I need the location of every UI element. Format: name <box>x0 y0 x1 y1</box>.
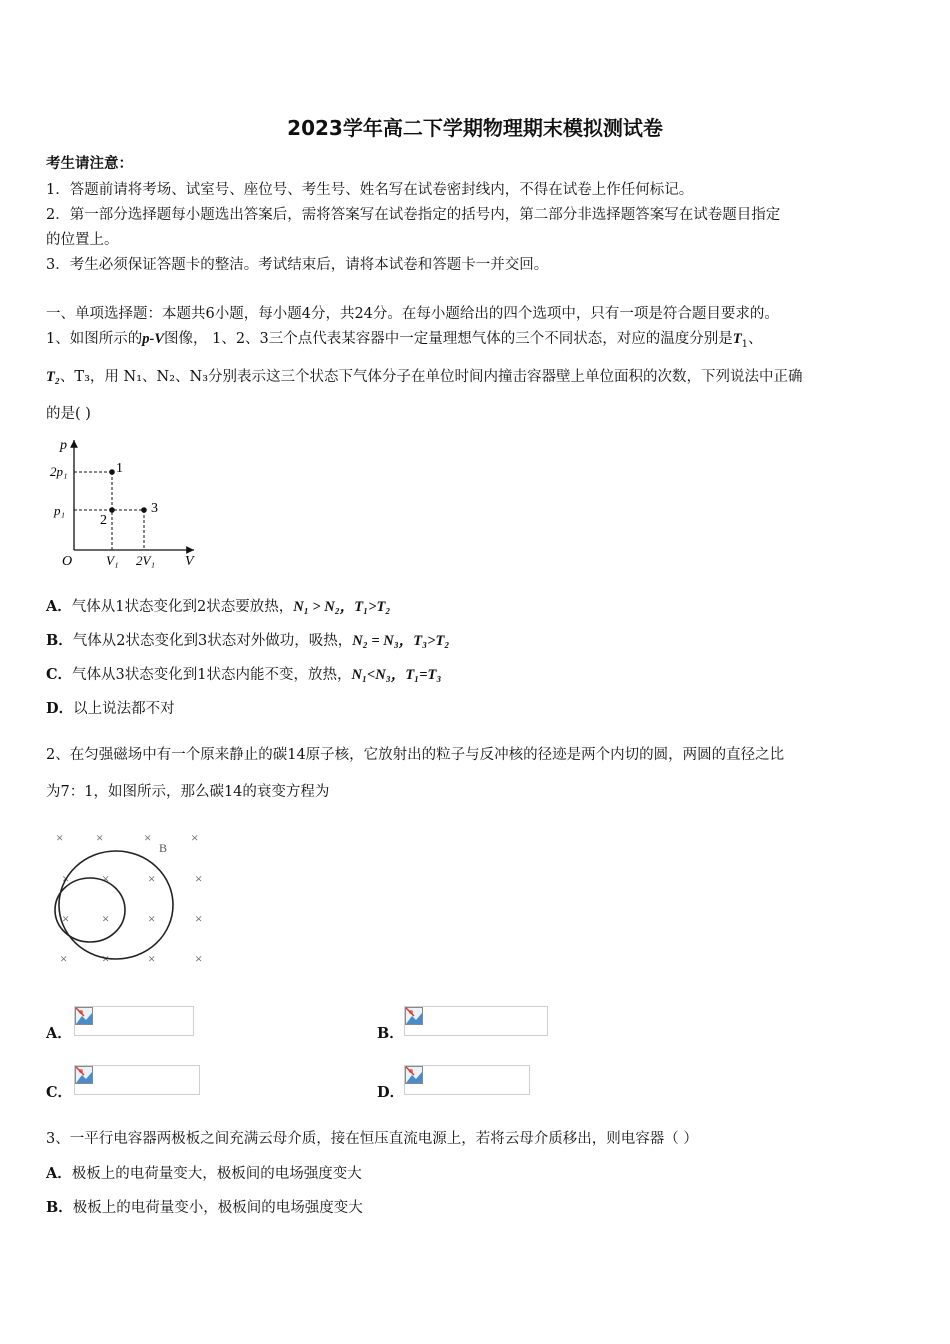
broken-image-icon <box>405 1066 423 1084</box>
option-text: 气体从3状态变化到1状态内能不变，放热， <box>72 667 352 683</box>
section-heading: 一、单项选择题：本题共6小题，每小题4分，共24分。在每小题给出的四个选项中，只有一项是符合题目要求的。 <box>46 306 779 322</box>
q2-option-b[interactable] <box>377 1022 404 1043</box>
option-label: A． <box>46 1165 72 1182</box>
y-tick-2p1: 2p₁ <box>50 464 68 479</box>
notice-item: 3．考生必须保证答题卡的整洁。考试结束后，请将本试卷和答题卡一并交回。 <box>46 257 549 273</box>
q1-option-c[interactable] <box>46 663 441 684</box>
page-title: 2023学年高二下学期物理期末模拟测试卷 <box>287 116 663 140</box>
q1-option-b[interactable] <box>46 629 449 650</box>
q1-stem-line1: 1、如图所示的p-V图像， 1、2、3三个点代表某容器中一定量理想气体的三个不同状态，对应的温度分别是$T_1$、 <box>46 331 763 350</box>
notice-item: 1．答题前请将考场、试室号、座位号、考生号、姓名写在试卷密封线内，不得在试卷上作任何标记。 <box>46 182 694 198</box>
q1-pv: p-V <box>142 331 164 347</box>
option-text: 气体从1状态变化到2状态要放热， <box>71 599 294 615</box>
point-label-2: 2 <box>100 513 107 528</box>
field-cross: × <box>102 911 110 926</box>
v-axis-label: V <box>185 554 194 569</box>
field-cross: × <box>60 951 68 966</box>
state-point-3 <box>141 507 147 513</box>
q1-option-a[interactable] <box>46 595 390 616</box>
pv-graph <box>44 432 204 572</box>
large-track-circle <box>59 851 173 959</box>
q1-t1: T <box>732 331 742 347</box>
option-label: C． <box>46 666 73 683</box>
point-label-1: 1 <box>116 461 123 476</box>
q1-stem-line2 <box>46 365 803 386</box>
option-text: 气体从2状态变化到3状态对外做功，吸热， <box>72 633 353 649</box>
broken-image-icon <box>405 1007 423 1025</box>
q2-option-a[interactable] <box>46 1022 72 1043</box>
option-text: 极板上的电荷量变大，极板间的电场强度变大 <box>71 1166 362 1182</box>
field-cross: × <box>148 951 156 966</box>
option-label: D． <box>46 700 74 717</box>
option-label: D． <box>377 1084 405 1101</box>
origin-label: O <box>62 554 73 569</box>
broken-image-icon <box>75 1066 93 1084</box>
field-cross: × <box>191 830 199 845</box>
field-cross: × <box>148 911 156 926</box>
field-cross: × <box>195 951 203 966</box>
q1-option-d[interactable] <box>46 697 175 718</box>
option-math: N₁<N₃，T₁=T₃ <box>351 667 442 683</box>
option-math: N₂ = N₃，T₃>T₂ <box>352 633 450 649</box>
option-a-image <box>74 1006 194 1036</box>
notice-item: 的位置上。 <box>46 232 119 248</box>
field-cross: × <box>102 871 110 886</box>
state-point-2 <box>109 507 115 513</box>
field-label-b: B <box>159 841 168 855</box>
x-tick-2v1: 2V₁ <box>136 553 155 568</box>
p-axis-label: p <box>60 438 67 453</box>
field-cross: × <box>62 871 70 886</box>
point-label-3: 3 <box>151 501 158 516</box>
field-cross: × <box>96 830 104 845</box>
option-c-image <box>74 1065 200 1095</box>
small-track-circle <box>55 878 125 942</box>
option-label: C． <box>46 1084 73 1101</box>
q1-text: 1、如图所示的 <box>46 331 143 347</box>
field-cross: × <box>102 951 110 966</box>
option-text: 以上说法都不对 <box>73 701 175 717</box>
field-cross: × <box>62 911 70 926</box>
option-math: N₁ > N₂，T₁>T₂ <box>293 599 391 615</box>
field-cross: × <box>56 830 64 845</box>
q3-stem: 3、一平行电容器两极板之间充满云母介质，接在恒压直流电源上，若将云母介质移出，则电容器（ ） <box>46 1131 698 1147</box>
q2-option-c[interactable] <box>46 1081 72 1102</box>
q1-text: 图像， 1、2、3三个点代表某容器中一定量理想气体的三个不同状态，对应的温度分别是 <box>163 331 733 347</box>
field-cross: × <box>195 911 203 926</box>
option-label: B． <box>46 632 73 649</box>
q3-option-b[interactable] <box>46 1196 363 1217</box>
q2-option-d[interactable] <box>377 1081 404 1102</box>
q3-option-a[interactable] <box>46 1162 362 1183</box>
notice-heading: 考生请注意： <box>46 155 133 172</box>
option-label: A． <box>46 598 72 615</box>
magnetic-field-figure <box>48 826 223 971</box>
field-cross: × <box>144 830 152 845</box>
broken-image-icon <box>75 1007 93 1025</box>
state-point-1 <box>109 469 115 475</box>
q2-stem-line1: 2、在匀强磁场中有一个原来静止的碳14原子核，它放射出的粒子与反冲核的径迹是两个内切的圆，两圆的直径之比 <box>46 747 785 763</box>
q1-text: 、T₃，用 N₁、N₂、N₃分别表示这三个状态下气体分子在单位时间内撞击容器壁上单位面积的次数，下列说法中正确 <box>59 369 803 385</box>
option-label: A． <box>46 1025 72 1042</box>
field-cross: × <box>148 871 156 886</box>
y-tick-p1: p₁ <box>54 503 66 518</box>
x-tick-v1: V₁ <box>106 553 119 568</box>
option-label: B． <box>377 1025 404 1042</box>
option-d-image <box>404 1065 530 1095</box>
q1-stem-line3: 的是( ) <box>46 406 91 422</box>
q2-stem-line2: 为7：1，如图所示，那么碳14的衰变方程为 <box>46 784 330 800</box>
q1-t2: T₂ <box>46 369 60 385</box>
field-cross: × <box>195 871 203 886</box>
option-b-image <box>404 1006 548 1036</box>
option-label: B． <box>46 1199 73 1216</box>
notice-item: 2．第一部分选择题每小题选出答案后，需将答案写在试卷指定的括号内，第二部分非选择题答案写在试卷题目指定 <box>46 207 781 223</box>
option-text: 极板上的电荷量变小，极板间的电场强度变大 <box>72 1200 363 1216</box>
